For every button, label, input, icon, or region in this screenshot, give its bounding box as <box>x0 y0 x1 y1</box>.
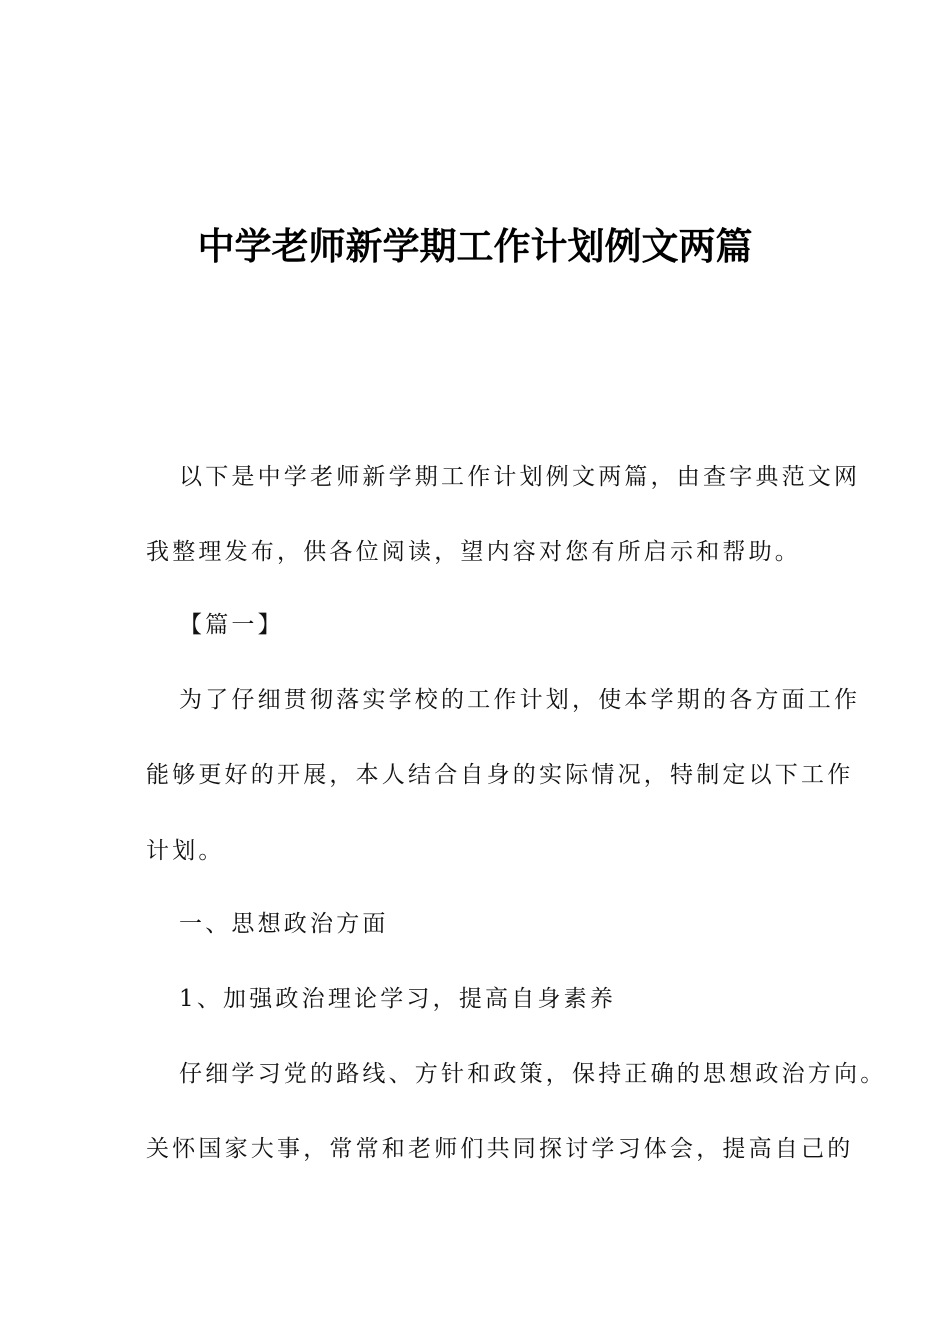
paragraph-line: 关怀国家大事，常常和老师们共同探讨学习体会，提高自己的 <box>146 1136 854 1162</box>
subsection-heading: 1、加强政治理论学习，提高自身素养 <box>179 986 617 1012</box>
paragraph-line: 能够更好的开展，本人结合自身的实际情况，特制定以下工作 <box>146 762 854 788</box>
paragraph-line: 计划。 <box>146 838 225 864</box>
section-heading: 【篇一】 <box>179 612 284 638</box>
paragraph-line: 仔细学习党的路线、方针和政策，保持正确的思想政治方向。 <box>179 1061 887 1087</box>
section-heading: 一、思想政治方面 <box>179 911 389 937</box>
paragraph-line: 为了仔细贯彻落实学校的工作计划，使本学期的各方面工作 <box>179 687 861 713</box>
paragraph-line: 以下是中学老师新学期工作计划例文两篇，由查字典范文网 <box>179 464 861 490</box>
paragraph-line: 我整理发布，供各位阅读，望内容对您有所启示和帮助。 <box>146 539 801 565</box>
document-title: 中学老师新学期工作计划例文两篇 <box>197 225 753 268</box>
